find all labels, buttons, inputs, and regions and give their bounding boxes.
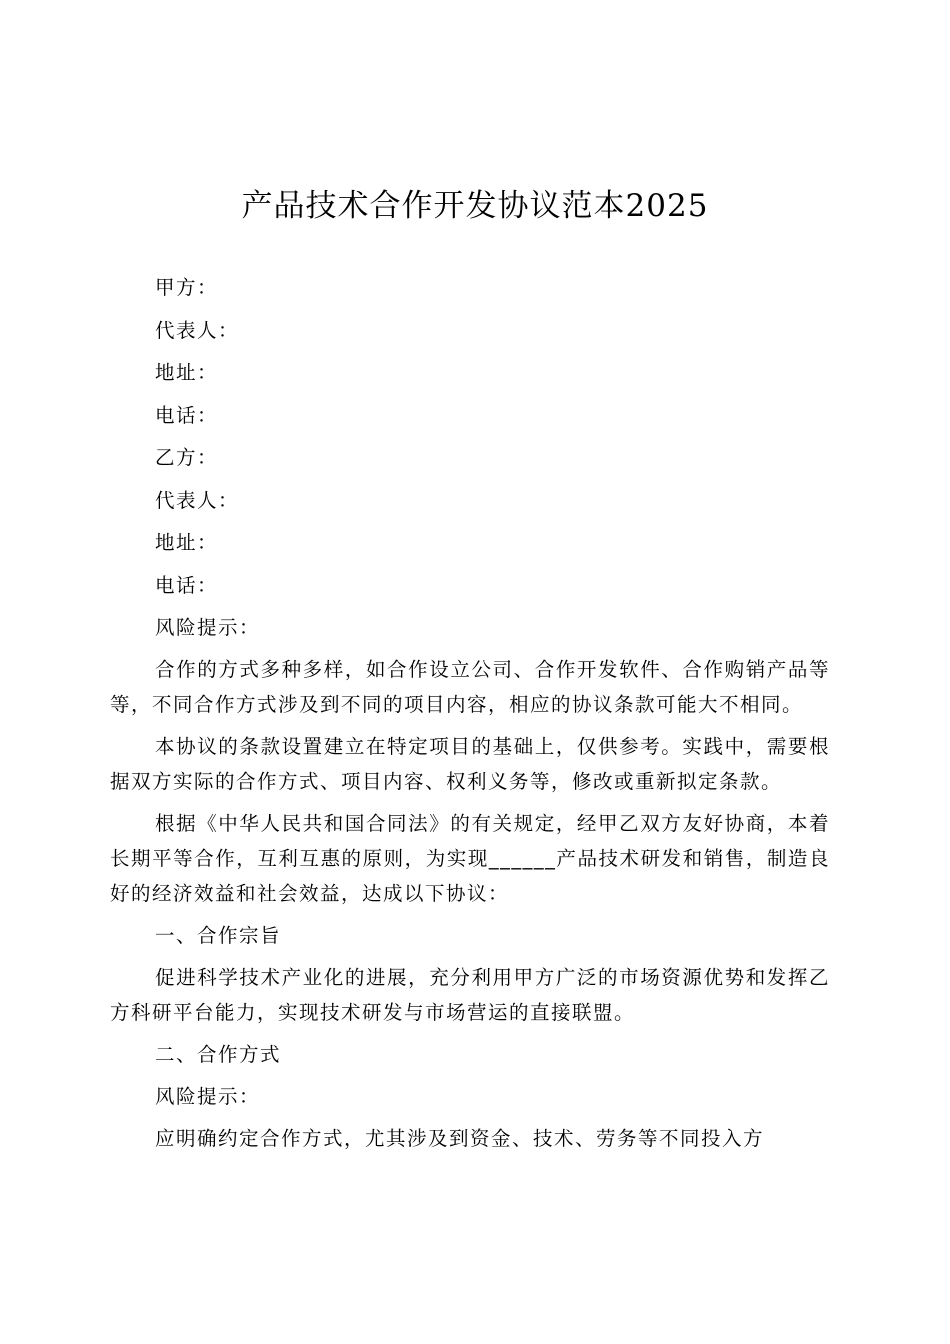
risk-notice-label: 风险提示： <box>155 616 261 639</box>
section-1-text: 促进科学技术产业化的进展，充分利用甲方广泛的市场资源优势和发挥乙方科研平台能力，实现技术研发与市场营运的直接联盟。 <box>110 966 830 1024</box>
party-b-address-field: 地址： <box>155 531 219 554</box>
paragraph-reference-note: 本协议的条款设置建立在特定项目的基础上，仅供参考。实践中，需要根据双方实际的合作方式、项目内容、权利义务等，修改或重新拟定条款。 <box>110 735 830 793</box>
risk-notice-label-2: 风险提示： <box>155 1085 261 1108</box>
section-2-heading: 二、合作方式 <box>155 1043 282 1066</box>
paragraph-cooperation-methods: 合作的方式多种多样，如合作设立公司、合作开发软件、合作购销产品等等，不同合作方式涉及到不同的项目内容，相应的协议条款可能大不相同。 <box>110 658 830 716</box>
party-a-address-field: 地址： <box>155 361 219 384</box>
section-1-heading: 一、合作宗旨 <box>155 924 282 947</box>
party-b-phone-field: 电话： <box>155 573 219 597</box>
document-body <box>110 270 830 1163</box>
paragraph-preamble: 根据《中华人民共和国合同法》的有关规定，经甲乙双方友好协商，本着长期平等合作，互利互惠的原则，为实现______产品技术研发和销售，制造良好的经济效益和社会效益，达成以下协议： <box>110 812 830 905</box>
document-title: 产品技术合作开发协议范本2025 <box>241 188 709 224</box>
party-a-field: 甲方： <box>155 276 219 299</box>
party-a-phone-field: 电话： <box>155 403 219 427</box>
party-b-representative-field: 代表人： <box>155 488 240 512</box>
party-a-representative-field: 代表人： <box>155 318 240 342</box>
section-2-text: 应明确约定合作方式，尤其涉及到资金、技术、劳务等不同投入方 <box>155 1127 765 1150</box>
party-b-field: 乙方： <box>155 446 219 469</box>
